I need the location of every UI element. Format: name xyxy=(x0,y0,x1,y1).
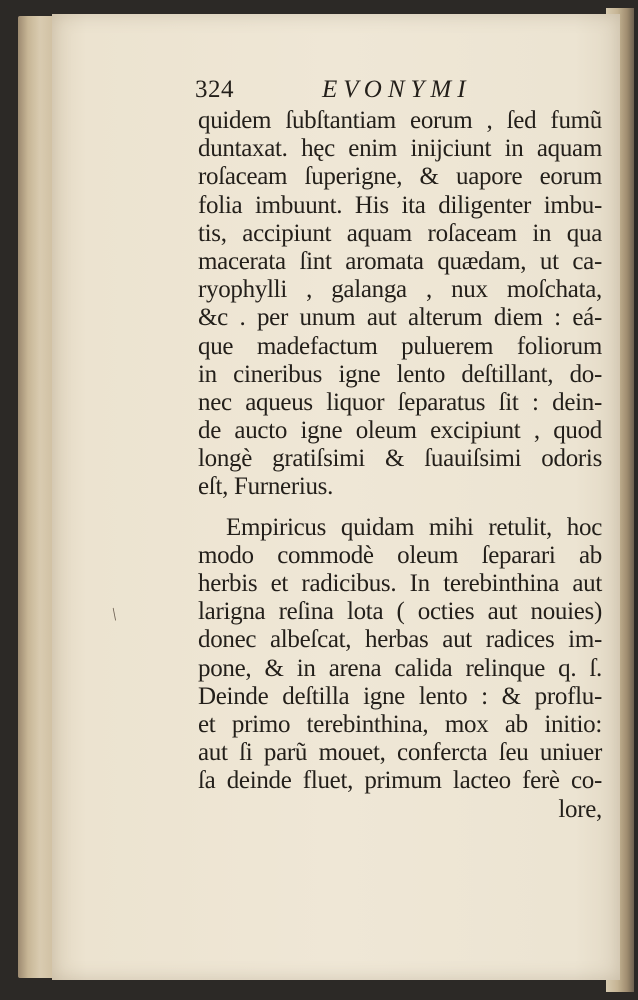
margin-pen-mark: / xyxy=(107,604,122,624)
text-line: Empiricus quidam mihi retulit, hoc xyxy=(226,513,602,541)
text-line: ryophylli , galanga , nux moſchata, xyxy=(198,276,602,304)
text-line: pone, & in arena calida relinque q. ſ. xyxy=(198,654,602,682)
text-line: Deinde deſtilla igne lento : & proflu- xyxy=(198,682,602,710)
paragraph-gap xyxy=(198,502,602,514)
text-line: de aucto igne oleum excipiunt , quod xyxy=(198,417,602,445)
text-line: eſt, Furnerius. xyxy=(198,473,334,501)
page-text xyxy=(195,73,602,824)
text-line: folia imbuunt. His ita diligenter imbu- xyxy=(198,191,602,219)
text-line: et primo terebinthina, mox ab initio: xyxy=(198,710,602,738)
text-line: larigna reſina lota ( octies aut nouies) xyxy=(198,598,602,626)
paragraph-1 xyxy=(198,107,602,502)
text-line: &c . per unum aut alterum diem : eá- xyxy=(198,304,602,332)
text-line: que madefactum puluerem foliorum xyxy=(198,332,602,360)
text-line: herbis et radicibus. In terebinthina aut xyxy=(198,570,602,597)
text-line: quidem ſubſtantiam eorum , ſed fumũ xyxy=(198,107,602,134)
text-line: tis, accipiunt aquam roſaceam in qua xyxy=(198,219,602,247)
page-number: 324 xyxy=(195,76,234,103)
text-line: macerata ſint aromata quædam, ut ca- xyxy=(198,247,602,275)
text-line: duntaxat. hęc enim inijciunt in aquam xyxy=(198,135,602,163)
text-line: roſaceam ſuperigne, & uapore eorum xyxy=(198,163,602,191)
paragraph-2 xyxy=(198,514,602,824)
running-title: EVONYMI xyxy=(322,76,472,103)
running-head xyxy=(195,73,602,107)
text-line: in cineribus igne lento deſtillant, do- xyxy=(198,360,602,388)
text-line: lore, xyxy=(558,795,602,823)
text-line: aut ſi parũ mouet, confercta ſeu uniuer xyxy=(198,739,602,767)
text-line: donec albeſcat, herbas aut radices im- xyxy=(198,626,602,654)
text-line: longè gratiſsimi & ſuauiſsimi odoris xyxy=(198,445,602,473)
text-line: ſa deinde fluet, primum lacteo ferè co- xyxy=(198,767,602,795)
text-line: nec aqueus liquor ſeparatus ſit : dein- xyxy=(198,388,602,416)
text-line: modo commodè oleum ſeparari ab xyxy=(198,541,602,569)
